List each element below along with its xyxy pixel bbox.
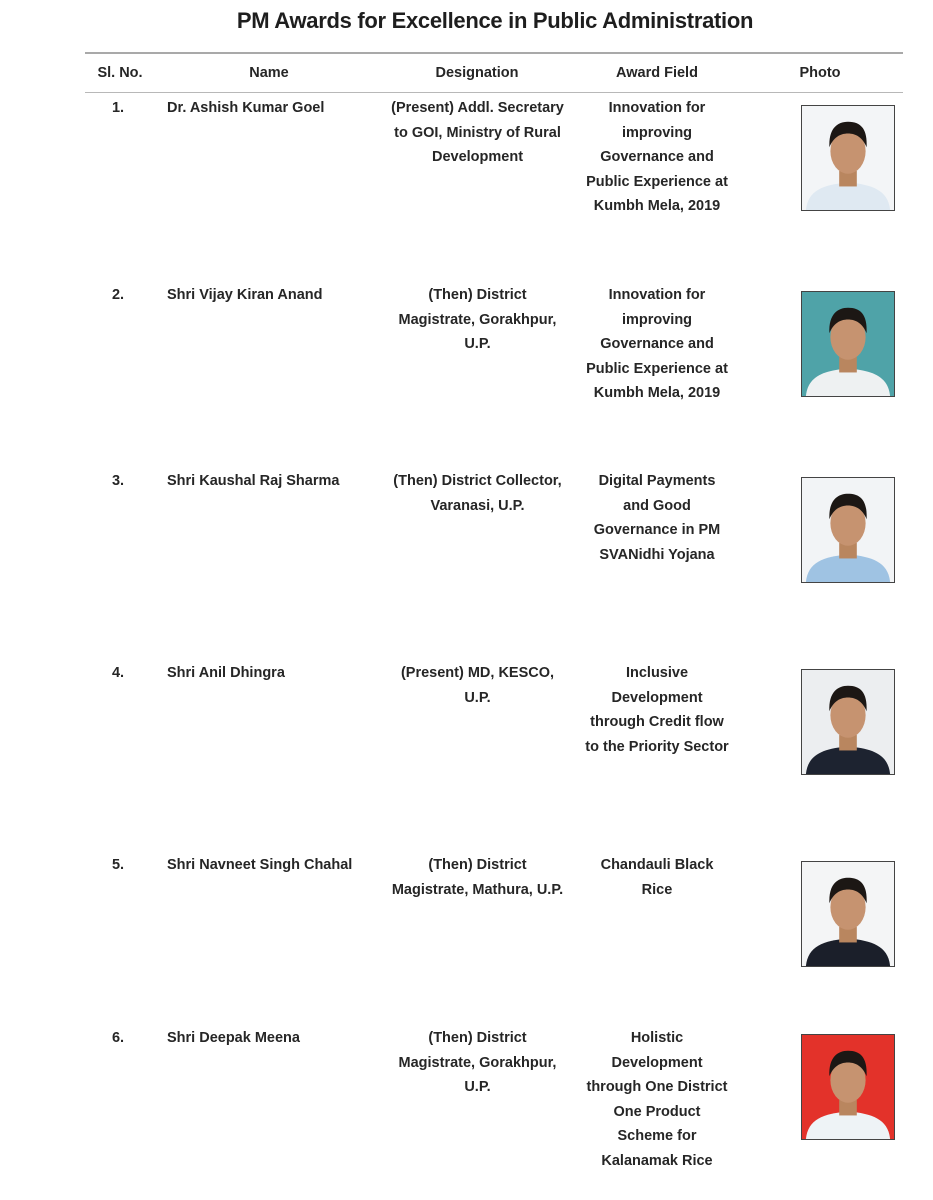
sl-no-cell: 6. — [111, 1030, 125, 1046]
award-field-cell-line: to the Priority Sector — [585, 738, 729, 755]
awardee-photo — [801, 1034, 895, 1140]
header-photo: Photo — [799, 65, 841, 81]
sl-no-cell: 4. — [111, 665, 125, 681]
award-field-cell-line: Holistic — [630, 1030, 684, 1046]
award-field-cell-line: Chandauli Black — [600, 857, 714, 873]
awardee-photo — [801, 291, 895, 397]
designation-cell-line: Varanasi, U.P. — [430, 497, 525, 514]
award-field-cell — [572, 853, 742, 902]
award-field-cell-line: Kumbh Mela, 2019 — [593, 198, 721, 214]
award-field-cell-line: Development — [611, 689, 703, 706]
designation-cell-line: (Present) Addl. Secretary — [391, 100, 564, 116]
award-field-cell-line: Kalanamak Rice — [601, 1152, 713, 1169]
designation-cell-line: Magistrate, Mathura, U.P. — [391, 881, 564, 898]
designation-cell — [385, 283, 570, 357]
name-cell: Shri Kaushal Raj Sharma — [167, 473, 340, 489]
award-field-cell-line: Public Experience at — [586, 173, 728, 190]
designation-cell — [385, 661, 570, 710]
designation-cell-line: U.P. — [464, 689, 491, 706]
award-field-cell-line: improving — [621, 124, 693, 141]
award-field-cell-line: Rice — [641, 881, 673, 898]
designation-cell-line: Magistrate, Gorakhpur, — [398, 1054, 557, 1071]
name-cell: Shri Anil Dhingra — [167, 665, 285, 681]
award-field-cell-line: Governance in PM — [593, 522, 721, 538]
designation-cell — [385, 1026, 570, 1100]
award-field-cell-line: Governance and — [600, 149, 714, 165]
award-field-cell-line: One Product — [613, 1103, 701, 1120]
table-top-rule — [85, 52, 903, 54]
award-field-cell-line: through Credit flow — [590, 714, 724, 730]
designation-cell-line: Magistrate, Gorakhpur, — [398, 311, 557, 328]
award-field-cell-line: and Good — [623, 497, 691, 514]
award-field-cell-line: Governance and — [600, 336, 714, 352]
award-field-cell — [572, 283, 742, 406]
award-field-cell-line: Inclusive — [625, 665, 689, 681]
designation-cell — [385, 96, 570, 170]
award-field-cell — [572, 1026, 742, 1173]
award-field-cell — [572, 661, 742, 759]
awardee-photo — [801, 105, 895, 211]
designation-cell-line: (Then) District — [428, 857, 527, 873]
awardee-photo — [801, 669, 895, 775]
header-name: Name — [249, 65, 289, 81]
sl-no-cell: 2. — [111, 287, 125, 303]
award-field-cell-line: Scheme for — [617, 1128, 697, 1144]
name-cell: Dr. Ashish Kumar Goel — [167, 100, 325, 116]
page-title: PM Awards for Excellence in Public Administration — [236, 8, 754, 33]
designation-cell-line: Development — [431, 149, 524, 165]
name-cell: Shri Navneet Singh Chahal — [167, 857, 353, 873]
award-field-cell — [572, 96, 742, 219]
designation-cell-line: U.P. — [464, 336, 491, 352]
sl-no-cell: 1. — [111, 100, 125, 116]
award-field-cell — [572, 469, 742, 567]
header-award-field: Award Field — [616, 65, 698, 81]
designation-cell — [385, 469, 570, 518]
award-field-cell-line: improving — [621, 311, 693, 328]
sl-no-cell: 5. — [111, 857, 125, 873]
award-field-cell-line: Kumbh Mela, 2019 — [593, 385, 721, 401]
award-field-cell-line: Innovation for — [608, 100, 706, 116]
award-field-cell-line: Digital Payments — [598, 473, 716, 489]
award-field-cell-line: Public Experience at — [586, 360, 728, 377]
designation-cell-line: to GOI, Ministry of Rural — [394, 124, 561, 141]
award-field-cell-line: through One District — [586, 1079, 728, 1095]
header-designation: Designation — [435, 65, 519, 81]
table-header-rule — [85, 92, 903, 93]
award-field-cell-line: Development — [611, 1054, 703, 1071]
designation-cell-line: (Then) District — [428, 1030, 527, 1046]
award-field-cell-line: Innovation for — [608, 287, 706, 303]
designation-cell-line: U.P. — [464, 1079, 491, 1095]
name-cell: Shri Deepak Meena — [167, 1030, 300, 1046]
designation-cell-line: (Present) MD, KESCO, — [400, 665, 555, 681]
award-field-cell-line: SVANidhi Yojana — [599, 546, 715, 563]
designation-cell-line: (Then) District Collector, — [393, 473, 562, 489]
sl-no-cell: 3. — [111, 473, 125, 489]
awardee-photo — [801, 861, 895, 967]
designation-cell-line: (Then) District — [428, 287, 527, 303]
awardee-photo — [801, 477, 895, 583]
name-cell: Shri Vijay Kiran Anand — [167, 287, 323, 303]
designation-cell — [385, 853, 570, 902]
header-sl-no: Sl. No. — [97, 65, 143, 81]
